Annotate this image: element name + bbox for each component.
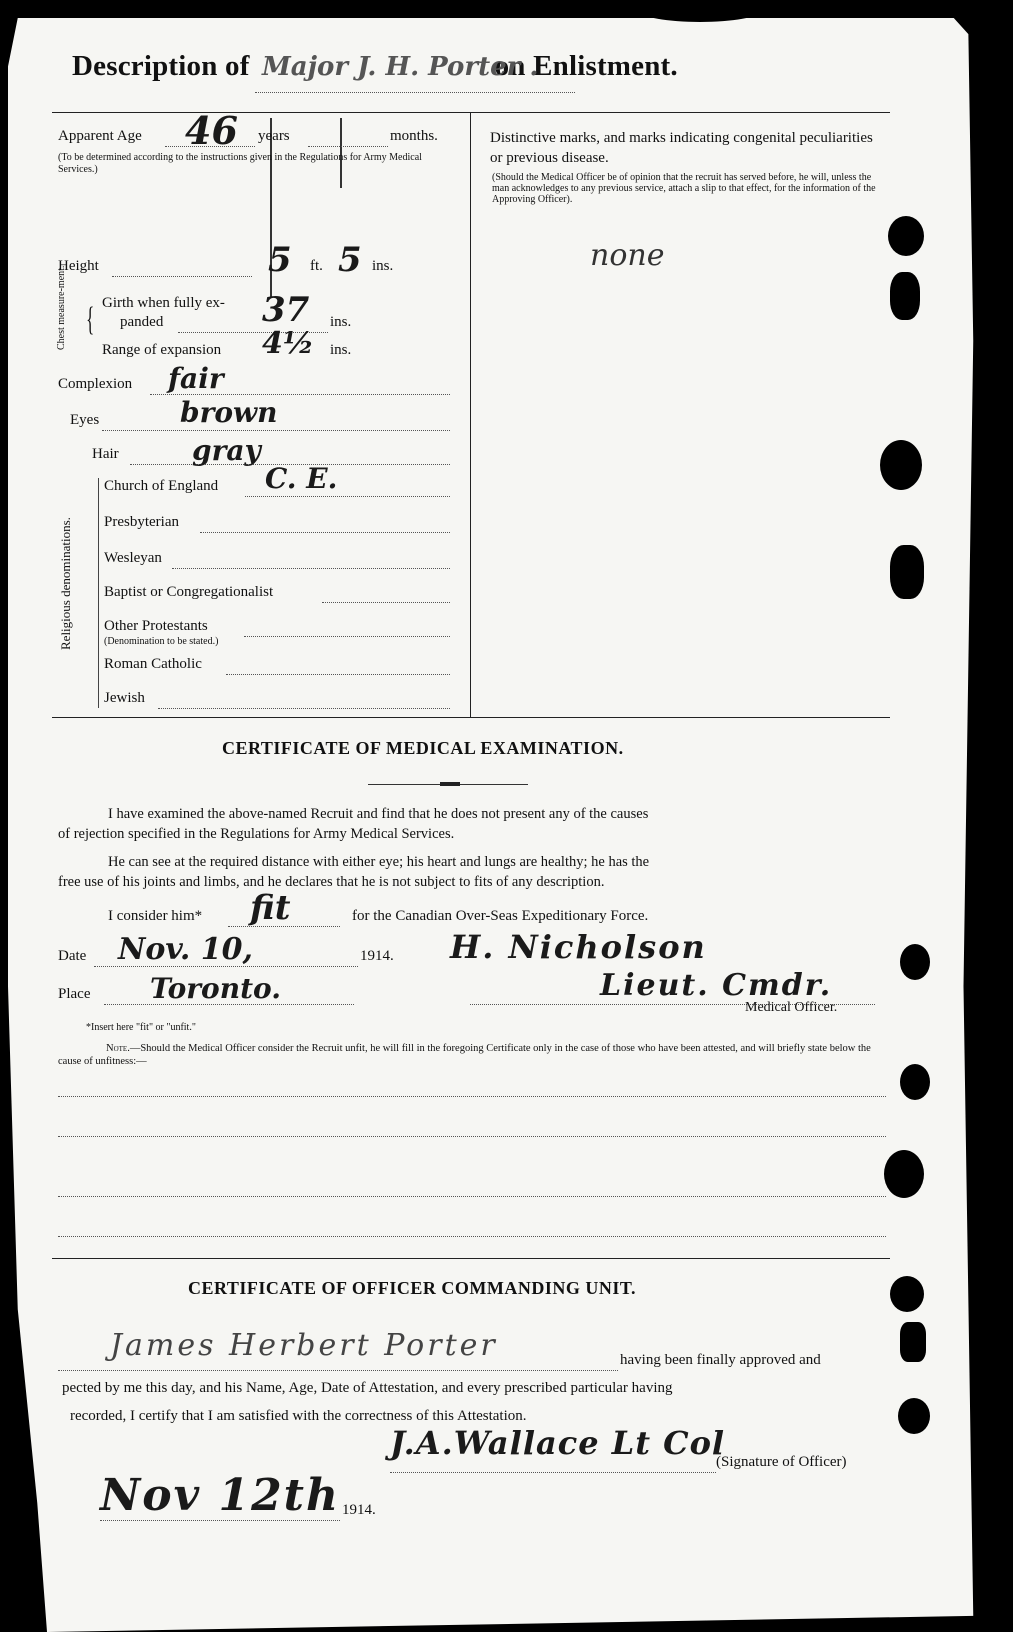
- months-label: months.: [390, 128, 438, 144]
- roman-catholic-line: [226, 674, 450, 675]
- religious-label: Religious denominations.: [58, 517, 73, 650]
- recruit-name-handwritten: Major J. H. Porter .: [262, 52, 539, 82]
- medical-officer-rank: Lieut. Cmdr.: [600, 968, 833, 1003]
- age-line: [165, 146, 255, 147]
- recruit-name-line: [58, 1370, 618, 1371]
- complexion-label: Complexion: [58, 376, 133, 392]
- medical-para2-line1: He can see at the required distance with either eye; his heart and lungs are healthy; he has the: [108, 854, 650, 870]
- form-top-rule: [52, 112, 890, 113]
- apparent-age-label: Apparent Age: [58, 128, 142, 144]
- ins-label: ins.: [372, 258, 394, 274]
- months-line: [308, 146, 388, 147]
- commanding-line1-tail: having been finally approved and: [620, 1352, 821, 1368]
- denomination-wesleyan: Wesleyan: [104, 550, 162, 566]
- hair-label: Hair: [92, 446, 119, 462]
- hair-value: gray: [192, 434, 261, 467]
- punch-hole: [900, 1064, 930, 1100]
- medical-para1-line2: of rejection specified in the Regulations for Army Medical Services.: [58, 826, 455, 842]
- denomination-jewish: Jewish: [104, 690, 145, 706]
- range-value: 4½: [262, 326, 315, 361]
- medical-year: 1914.: [360, 948, 394, 964]
- section-rule: [52, 1258, 890, 1259]
- height-label: Height: [58, 258, 99, 274]
- medical-officer-label: Medical Officer.: [745, 1000, 838, 1015]
- punch-hole: [900, 1322, 926, 1362]
- punch-hole: [884, 1150, 924, 1198]
- church-line: [245, 496, 450, 497]
- medical-date-value: Nov. 10,: [118, 932, 253, 967]
- height-ft-value: 5: [268, 240, 292, 280]
- top-tear: [640, 0, 760, 22]
- church-mark: C. E.: [265, 462, 338, 495]
- denomination-church-of-england: Church of England: [104, 478, 219, 494]
- range-unit: ins.: [330, 342, 352, 358]
- note-text: —Should the Medical Officer consider the Recruit unfit, he will fill in the foregoing Certificate only in the case of those who have been attested, and will briefly state below the cause of unfitness:—: [58, 1043, 871, 1067]
- complexion-value: fair: [168, 362, 224, 395]
- commanding-line3: recorded, I certify that I am satisfied with the correctness of this Attestation.: [70, 1408, 527, 1424]
- force-text: for the Canadian Over-Seas Expeditionary Force.: [352, 908, 649, 924]
- punch-hole: [880, 440, 922, 490]
- commanding-date-value: Nov 12th: [100, 1470, 340, 1521]
- distinctive-marks-heading: Distinctive marks, and marks indicating congenital peculiarities or previous disease.: [490, 130, 873, 166]
- consider-label: I consider him*: [108, 908, 203, 924]
- form-column-divider: [470, 112, 471, 717]
- other-protestants-note: (Denomination to be stated.): [104, 636, 219, 647]
- punch-hole: [888, 216, 924, 256]
- name-line: [255, 92, 575, 93]
- form-bottom-rule: [52, 717, 890, 718]
- distinctive-marks-note: (Should the Medical Officer be of opinion that the recruit has served before, he will, unless the man acknowledges to any previous service, attach a slip to that effect, for the information of the Approving Officer).: [492, 172, 876, 205]
- denomination-other-protestants: Other Protestants: [104, 618, 208, 634]
- chest-label: Chest measure-ment.: [56, 265, 67, 350]
- note-label: Note.: [106, 1043, 130, 1054]
- age-note: (To be determined according to the instructions given in the Regulations for Army Medical Services.): [58, 152, 422, 175]
- presbyterian-line: [200, 532, 450, 533]
- unfit-note: [58, 1042, 886, 1068]
- years-label: years: [258, 128, 290, 144]
- wesleyan-line: [172, 568, 450, 569]
- unfitness-line-3: [58, 1196, 886, 1197]
- distinctive-marks-value: none: [590, 238, 665, 273]
- denomination-roman-catholic: Roman Catholic: [104, 656, 202, 672]
- denomination-baptist: Baptist or Congregationalist: [104, 584, 274, 600]
- eyes-label: Eyes: [70, 412, 100, 428]
- girth-label-2: panded: [120, 314, 164, 330]
- commanding-line2: pected by me this day, and his Name, Age, Date of Attestation, and every prescribed particular having: [62, 1380, 673, 1396]
- place-label: Place: [58, 986, 91, 1002]
- title-suffix: on Enlistment.: [494, 50, 678, 82]
- punch-hole: [890, 272, 920, 320]
- height-in-value: 5: [338, 240, 362, 280]
- baptist-line: [322, 602, 450, 603]
- girth-unit: ins.: [330, 314, 352, 330]
- medical-officer-signature: H. Nicholson: [450, 928, 707, 966]
- medical-para1-line1: I have examined the above-named Recruit and find that he does not present any of the causes: [108, 806, 649, 822]
- medical-para2-line2: free use of his joints and limbs, and he declares that he is not subject to fits of any description.: [58, 874, 605, 890]
- punch-hole: [890, 545, 924, 599]
- punch-hole: [890, 1276, 924, 1312]
- girth-value: 37: [262, 290, 310, 330]
- unfitness-line-2: [58, 1136, 886, 1137]
- recruit-full-name: James Herbert Porter: [110, 1328, 498, 1363]
- signature-of-officer-label: (Signature of Officer): [716, 1454, 847, 1470]
- commanding-officer-signature: J.A.Wallace Lt Col: [390, 1424, 726, 1462]
- girth-label-1: Girth when fully ex-: [102, 295, 225, 311]
- officer-signature-line: [390, 1472, 716, 1473]
- denomination-presbyterian: Presbyterian: [104, 514, 179, 530]
- medical-certificate-heading: CERTIFICATE OF MEDICAL EXAMINATION.: [222, 738, 624, 758]
- date-label: Date: [58, 948, 87, 964]
- jewish-line: [158, 708, 450, 709]
- height-line: [112, 276, 252, 277]
- punch-hole: [898, 1398, 930, 1434]
- medical-heading-rule-center: [440, 782, 460, 786]
- commanding-certificate-heading: CERTIFICATE OF OFFICER COMMANDING UNIT.: [188, 1278, 637, 1298]
- commanding-year: 1914.: [342, 1502, 376, 1518]
- commanding-date-line: [100, 1520, 340, 1521]
- title-prefix: Description of: [72, 50, 250, 82]
- eyes-line: [102, 430, 450, 431]
- eyes-value: brown: [180, 396, 278, 429]
- range-label: Range of expansion: [102, 342, 222, 358]
- religion-brace: [98, 478, 99, 708]
- punch-hole: [900, 944, 930, 980]
- unfitness-line-1: [58, 1096, 886, 1097]
- chest-brace: {: [86, 301, 95, 338]
- insert-note: *Insert here "fit" or "unfit.": [86, 1022, 196, 1033]
- other-protestants-line: [244, 636, 450, 637]
- ft-label: ft.: [310, 258, 323, 274]
- unfitness-line-4: [58, 1236, 886, 1237]
- place-value: Toronto.: [150, 972, 281, 1005]
- fitness-value: fit: [250, 888, 291, 928]
- age-value: 46: [185, 108, 238, 153]
